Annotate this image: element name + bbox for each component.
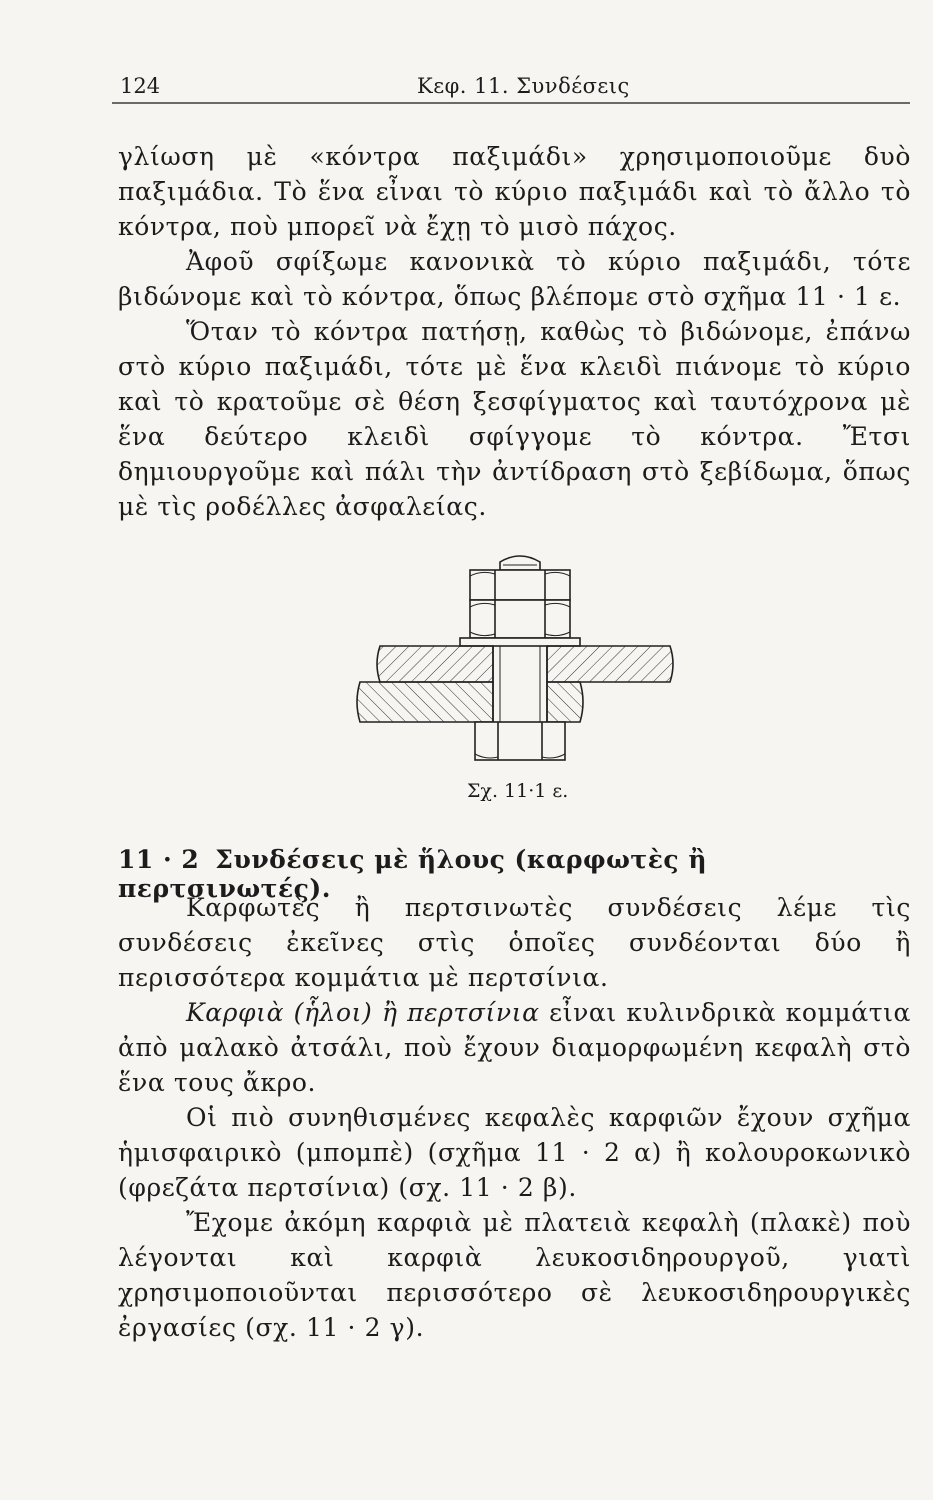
defined-term: Καρφιὰ (ἧλοι) ἢ περτσίνια	[186, 998, 540, 1027]
text-block-bottom	[118, 890, 911, 1345]
figure-caption: Σχ. 11·1 ε.	[467, 780, 569, 802]
paragraph: Ἀφοῦ σφίξωμε κανονικὰ τὸ κύριο παξιμάδι, τότε βιδώνομε καὶ τὸ κόντρα, ὅπως βλέπομε στὸ σχῆμα 11 · 1 ε.	[118, 247, 911, 311]
paragraph: γλίωση μὲ «κόντρα παξιμάδι» χρησιμοποιοῦμε δυὸ παξιμάδια. Τὸ ἕνα εἶναι τὸ κύριο παξιμάδι καὶ τὸ ἄλλο τὸ κόντρα, ποὺ μπορεῖ νὰ ἔχῃ τὸ μισὸ πάχος.	[118, 142, 911, 241]
paragraph: Καρφωτὲς ἢ περτσινωτὲς συνδέσεις λέμε τὶς συνδέσεις ἐκεῖνες στὶς ὁποῖες συνδέονται δύο ἢ περισσότερα κομμάτια μὲ περτσίνια.	[118, 893, 911, 992]
paragraph-definition	[118, 995, 911, 1100]
section-number: 11 · 2	[118, 845, 200, 874]
section-title: Συνδέσεις μὲ ἥλους (καρφωτὲς ἢ περτσινωτές).	[118, 845, 708, 903]
header-rule	[112, 102, 910, 104]
paragraph: Ἔχομε ἀκόμη καρφιὰ μὲ πλατειὰ κεφαλὴ (πλακὲ) ποὺ λέγονται καὶ καρφιὰ λευκοσιδηρουργοῦ, γιατὶ χρησιμοποιοῦνται περισσότερο σὲ λευκοσιδηρουργικὲς ἐργασίες (σχ. 11 · 2 γ).	[118, 1208, 911, 1342]
page-number: 124	[120, 74, 161, 98]
running-head: Κεφ. 11. Συνδέσεις	[417, 74, 630, 98]
paragraph: Οἱ πιὸ συνηθισμένες κεφαλὲς καρφιῶν ἔχουν σχῆμα ἡμισφαιρικὸ (μπομπὲ) (σχῆμα 11 · 2 α) ἢ κολουροκωνικὸ (φρεζάτα περτσίνια) (σχ. 11 · 2 β).	[118, 1103, 911, 1202]
definition-text: εἶναι κυλινδρικὰ κομμάτια ἀπὸ μαλακὸ ἀτσάλι, ποὺ ἔχουν διαμορφωμένη κεφαλὴ στὸ ἕνα τους ἄκρο.	[118, 998, 912, 1097]
page-header	[112, 66, 910, 102]
bolt-locknut-figure	[350, 552, 690, 772]
text-block-top	[118, 139, 911, 524]
paragraph: Ὅταν τὸ κόντρα πατήσῃ, καθὼς τὸ βιδώνομε, ἐπάνω στὸ κύριο παξιμάδι, τότε μὲ ἕνα κλειδὶ πιάνομε τὸ κύριο καὶ τὸ κρατοῦμε σὲ θέση ξεσφίγματος καὶ ταυτόχρονα μὲ ἕνα δεύτερο κλειδὶ σφίγγομε τὸ κόντρα. Ἔτσι δημιουργοῦμε καὶ πάλι τὴν ἀντίδραση στὸ ξεβίδωμα, ὅπως μὲ τὶς ροδέλλες ἀσφαλείας.	[118, 317, 911, 521]
